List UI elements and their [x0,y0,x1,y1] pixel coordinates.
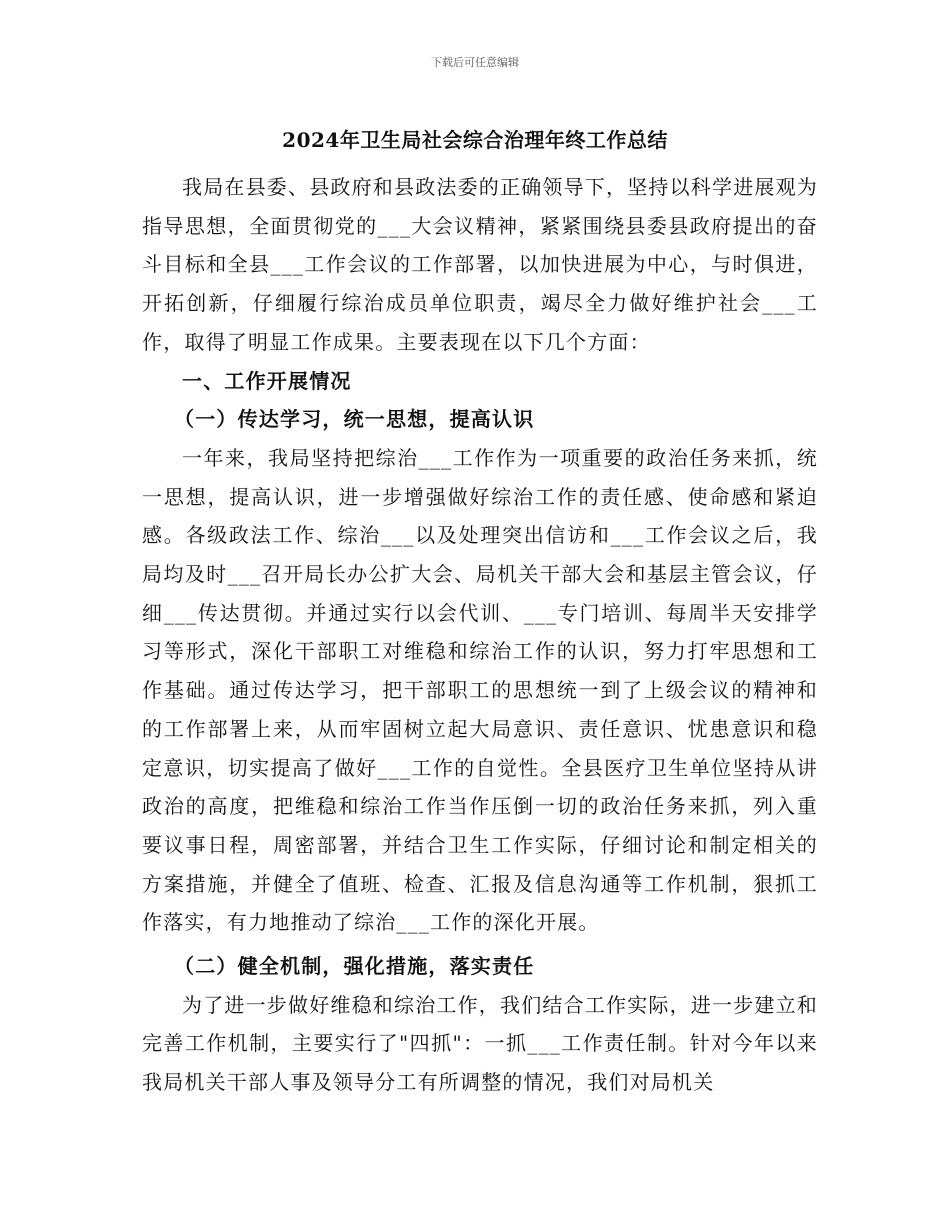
intro-paragraph: 我局在县委、县政府和县政法委的正确领导下，坚持以科学进展观为指导思想，全面贯彻党的___大会议精神，紧紧围绕县委县政府提出的奋斗目标和全县___工作会议的工作部署，以加快进展为中心，与时俱进，开拓创新，仔细履行综治成员单位职责，竭尽全力做好维护社会___工作，取得了明显工作成果。主要表现在以下几个方面： [142,175,818,354]
section-heading: 一、工作开展情况 [182,368,352,393]
subsection-paragraph-1: 一年来，我局坚持把综治___工作作为一项重要的政治任务来抓，统一思想，提高认识，进一步增强做好综治工作的责任感、使命感和紧迫感。各级政法工作、综治___以及处理突出信访和___工作会议之后，我局均及时___召开局长办公扩大会、局机关干部大会和基层主管会议，仔细___传达贯彻。并通过实行以会代训、___专门培训、每周半天安排学习等形式，深化干部职工对维稳和综治工作的认识，努力打牢思想和工作基础。通过传达学习，把干部职工的思想统一到了上级会议的精神和的工作部署上来，从而牢固树立起大局意识、责任意识、忧患意识和稳定意识，切实提高了做好___工作的自觉性。全县医疗卫生单位坚持从讲政治的高度，把维稳和综治工作当作压倒一切的政治任务来抓，列入重要议事日程，周密部署，并结合卫生工作实际，仔细讨论和制定相关的方案措施，并健全了值班、检查、汇报及信息沟通等工作机制，狠抓工作落实，有力地推动了综治___工作的深化开展。 [142,445,818,935]
header-note: 下载后可任意编辑 [431,56,519,69]
subsection-paragraph-2: 为了进一步做好维稳和综治工作，我们结合工作实际，进一步建立和完善工作机制，主要实行了"四抓"：一抓___工作责任制。针对今年以来我局机关干部人事及领导分工有所调整的情况，我们对局机关 [142,992,818,1095]
document-title: 2024年卫生局社会综合治理年终工作总结 [282,128,668,152]
document-body [142,168,818,1102]
subsection-heading-2: （二）健全机制，强化措施，落实责任 [174,954,535,979]
subsection-heading-1: （一）传达学习，统一思想，提高认识 [174,407,535,432]
